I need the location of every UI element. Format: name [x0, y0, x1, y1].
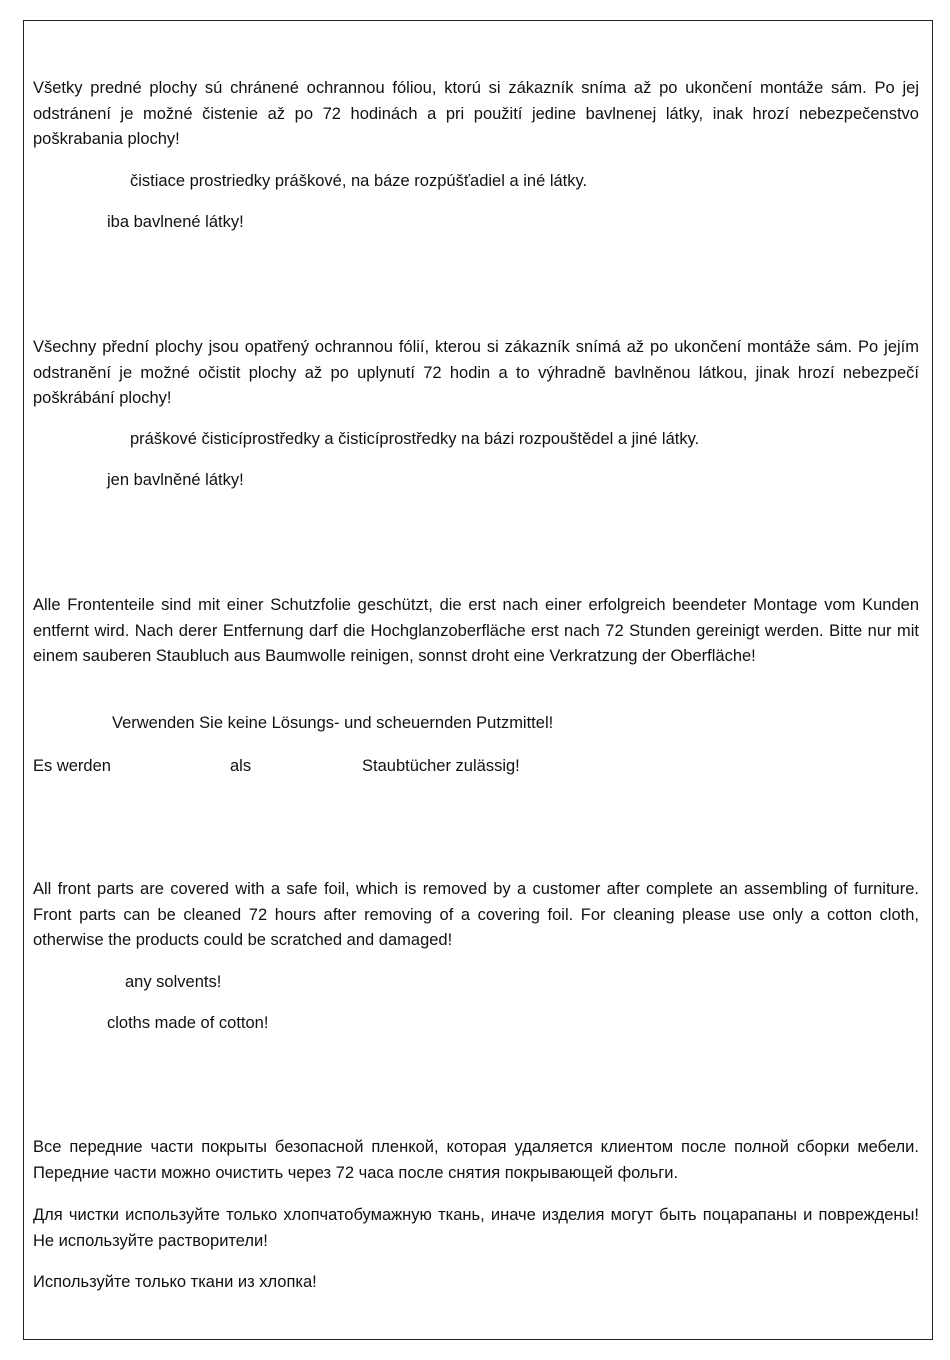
de-line-cleaning-agents: Verwenden Sie keine Lösungs- und scheuernden Putzmittel!: [112, 714, 554, 732]
en-line-cotton: cloths made of cotton!: [107, 1014, 269, 1032]
de-paragraph: Alle Frontenteile sind mit einer Schutzfolie geschützt, die erst nach einer erfolgreich beendeter Montage vom Kunden entfernt wird. Nach derer Entfernung darf die Hochglanzoberfläche erst nach 72 Stunden gereinigt werden. Bitte nur mit einem sauberen Staubluch aus Baumwolle reinigen, sonnst droht eine Verkratzung der Oberfläche!: [33, 596, 919, 665]
de-line-cotton-part3: Staubtücher zulässig!: [362, 757, 520, 775]
ru-paragraph-1: Все передние части покрыты безопасной пленкой, которая удаляется клиентом после полной сборки мебели. Передние части можно очистить через 72 часа после снятия покрывающей фольги.: [33, 1138, 919, 1182]
de-line-cotton-part1: Es werden: [33, 757, 111, 775]
sk-line-cleaning-agents: čistiace prostriedky práškové, na báze rozpúšťadiel a iné látky.: [130, 172, 588, 190]
sk-paragraph: Všetky predné plochy sú chránené ochrannou fóliou, ktorú si zákazník sníma až po ukončení montáže sám. Po jej odstránení je možné čistenie až po 72 hodinách a pri použití jedine bavlnenej látky, inak hrozí nebezpečenstvo poškrabania plochy!: [33, 79, 919, 148]
ru-paragraph-2: Для чистки используйте только хлопчатобумажную ткань, иначе изделия могут быть поцарапаны и повреждены! Не используйте растворители!: [33, 1206, 919, 1250]
cz-line-cleaning-agents: práškové čisticíprostředky a čisticíprostředky na bázi rozpouštědel a jiné látky.: [130, 430, 700, 448]
en-line-solvents: any solvents!: [125, 973, 222, 991]
de-line-cotton-part2: als: [230, 757, 252, 775]
sk-line-cotton: iba bavlnené látky!: [107, 213, 244, 231]
ru-paragraph-3: Используйте только ткани из хлопка!: [33, 1273, 317, 1291]
en-paragraph: All front parts are covered with a safe foil, which is removed by a customer after complete an assembling of furniture. Front parts can be cleaned 72 hours after removing of a covering foil. For cleaning please use only a cotton cloth, otherwise the products could be scratched and damaged!: [33, 880, 919, 949]
cz-paragraph: Všechny přední plochy jsou opatřený ochrannou fólií, kterou si zákazník snímá až po ukončení montáže sám. Po jejím odstranění je možné očistit plochy až po uplynutí 72 hodin a to výhradně bavlněnou látkou, jinak hrozí nebezpečí poškrábání plochy!: [33, 338, 919, 407]
cz-line-cotton: jen bavlněné látky!: [107, 471, 244, 489]
